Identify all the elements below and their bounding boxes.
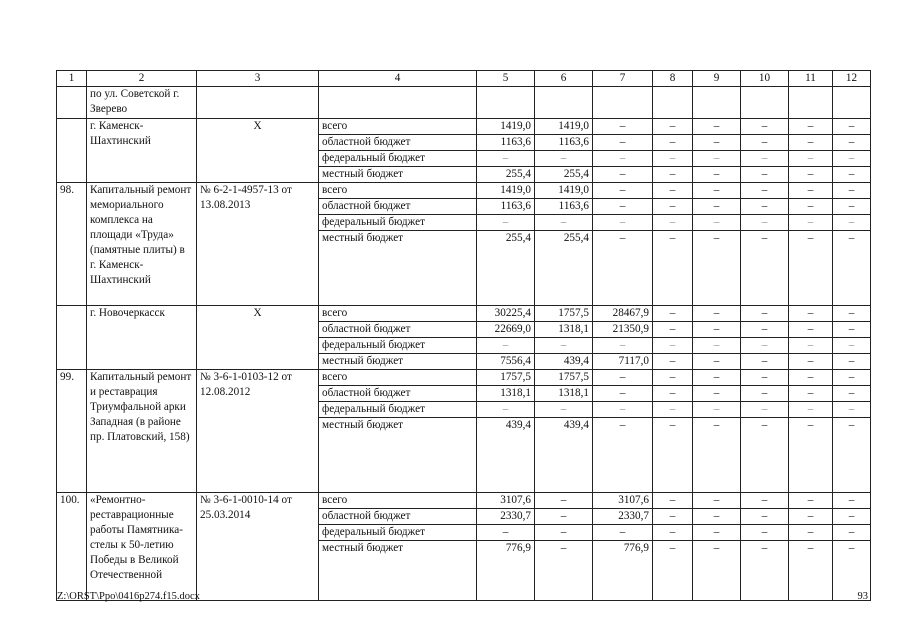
table-row bbox=[57, 493, 871, 509]
value-cell: – bbox=[789, 525, 833, 541]
value-cell: – bbox=[653, 338, 693, 354]
value-cell: – bbox=[789, 215, 833, 231]
value-cell: – bbox=[693, 199, 741, 215]
value-cell: 7117,0 bbox=[593, 354, 653, 370]
header-cell: 6 bbox=[535, 71, 593, 87]
funding-source: областной бюджет bbox=[319, 509, 477, 525]
object-name: г. Новочеркасск bbox=[87, 306, 197, 370]
value-cell: – bbox=[693, 135, 741, 151]
value-cell: – bbox=[693, 231, 741, 306]
value-cell: – bbox=[653, 306, 693, 322]
funding-source: федеральный бюджет bbox=[319, 338, 477, 354]
value-cell: – bbox=[833, 119, 871, 135]
value-cell: – bbox=[593, 119, 653, 135]
value-cell: – bbox=[653, 151, 693, 167]
value-cell: – bbox=[653, 167, 693, 183]
value-cell: 2330,7 bbox=[477, 509, 535, 525]
value-cell: – bbox=[653, 386, 693, 402]
funding-source: всего bbox=[319, 370, 477, 386]
value-cell: – bbox=[741, 338, 789, 354]
value-cell: – bbox=[741, 386, 789, 402]
value-cell: – bbox=[833, 306, 871, 322]
value-cell: – bbox=[741, 541, 789, 601]
value-cell: – bbox=[693, 306, 741, 322]
value-cell: – bbox=[833, 509, 871, 525]
header-cell: 8 bbox=[653, 71, 693, 87]
value-cell: 2330,7 bbox=[593, 509, 653, 525]
value-cell: 21350,9 bbox=[593, 322, 653, 338]
value-cell: – bbox=[593, 183, 653, 199]
value-cell: – bbox=[741, 402, 789, 418]
value-cell: – bbox=[693, 386, 741, 402]
value-cell: – bbox=[789, 119, 833, 135]
value-cell: – bbox=[789, 167, 833, 183]
table-row bbox=[57, 87, 871, 119]
table-row bbox=[57, 370, 871, 386]
value-cell: 22669,0 bbox=[477, 322, 535, 338]
document-ref: № 3-6-1-0103-12 от 12.08.2012 bbox=[197, 370, 319, 493]
value-cell: 255,4 bbox=[477, 167, 535, 183]
value-cell: 255,4 bbox=[535, 167, 593, 183]
object-name: г. Каменск-Шахтинский bbox=[87, 119, 197, 183]
value-cell: – bbox=[535, 338, 593, 354]
header-cell: 11 bbox=[789, 71, 833, 87]
value-cell: – bbox=[593, 525, 653, 541]
value-cell: – bbox=[653, 183, 693, 199]
value-cell: – bbox=[653, 402, 693, 418]
value-cell: – bbox=[741, 231, 789, 306]
page-number: 93 bbox=[857, 591, 868, 602]
value-cell: – bbox=[741, 119, 789, 135]
value-cell: 7556,4 bbox=[477, 354, 535, 370]
value-cell: – bbox=[653, 525, 693, 541]
value-cell: – bbox=[833, 215, 871, 231]
value-cell: – bbox=[741, 306, 789, 322]
value-cell: – bbox=[593, 386, 653, 402]
value-cell: – bbox=[741, 418, 789, 493]
value-cell: – bbox=[789, 418, 833, 493]
header-cell: 10 bbox=[741, 71, 789, 87]
funding-source: местный бюджет bbox=[319, 354, 477, 370]
value-cell: – bbox=[789, 509, 833, 525]
value-cell: 1757,5 bbox=[535, 370, 593, 386]
value-cell: 439,4 bbox=[535, 354, 593, 370]
value-cell: 1419,0 bbox=[535, 119, 593, 135]
header-cell: 4 bbox=[319, 71, 477, 87]
value-cell: – bbox=[653, 541, 693, 601]
value-cell: 1163,6 bbox=[535, 199, 593, 215]
value-cell: – bbox=[693, 541, 741, 601]
item-number: 99. bbox=[57, 370, 87, 493]
value-cell: 1419,0 bbox=[477, 183, 535, 199]
value-cell: – bbox=[693, 215, 741, 231]
value-cell: – bbox=[833, 231, 871, 306]
value-cell: – bbox=[833, 525, 871, 541]
value-cell: – bbox=[789, 541, 833, 601]
value-cell: – bbox=[693, 418, 741, 493]
value-cell: 776,9 bbox=[593, 541, 653, 601]
value-cell: – bbox=[477, 338, 535, 354]
document-ref: № 3-6-1-0010-14 от 25.03.2014 bbox=[197, 493, 319, 601]
value-cell: – bbox=[477, 151, 535, 167]
value-cell: – bbox=[789, 386, 833, 402]
value-cell: – bbox=[789, 306, 833, 322]
value-cell: 3107,6 bbox=[593, 493, 653, 509]
value-cell: – bbox=[789, 402, 833, 418]
value-cell: 30225,4 bbox=[477, 306, 535, 322]
value-cell: – bbox=[535, 402, 593, 418]
value-cell: – bbox=[653, 215, 693, 231]
funding-source: федеральный бюджет bbox=[319, 402, 477, 418]
value-cell: – bbox=[693, 151, 741, 167]
value-cell: – bbox=[789, 231, 833, 306]
header-cell: 12 bbox=[833, 71, 871, 87]
funding-source: местный бюджет bbox=[319, 418, 477, 493]
budget-table bbox=[56, 70, 871, 601]
value-cell: – bbox=[693, 167, 741, 183]
funding-source: всего bbox=[319, 306, 477, 322]
value-cell: – bbox=[789, 338, 833, 354]
value-cell: – bbox=[833, 386, 871, 402]
value-cell: – bbox=[653, 199, 693, 215]
value-cell: – bbox=[653, 370, 693, 386]
value-cell: 28467,9 bbox=[593, 306, 653, 322]
funding-source: федеральный бюджет bbox=[319, 151, 477, 167]
header-cell: 2 bbox=[87, 71, 197, 87]
value-cell: – bbox=[653, 493, 693, 509]
value-cell: – bbox=[477, 402, 535, 418]
value-cell: – bbox=[741, 509, 789, 525]
table-row bbox=[57, 119, 871, 135]
value-cell: – bbox=[593, 231, 653, 306]
value-cell: – bbox=[535, 525, 593, 541]
object-name: Капитальный ремонт мемориального комплекса на площади «Труда» (памятные плиты) в г. Каменск-Шахтинский bbox=[87, 183, 197, 306]
value-cell: 1318,1 bbox=[477, 386, 535, 402]
value-cell: – bbox=[693, 402, 741, 418]
value-cell: – bbox=[535, 151, 593, 167]
table-row bbox=[57, 183, 871, 199]
funding-source: областной бюджет bbox=[319, 135, 477, 151]
value-cell: 1163,6 bbox=[477, 135, 535, 151]
item-number: 98. bbox=[57, 183, 87, 306]
value-cell: – bbox=[653, 231, 693, 306]
value-cell: – bbox=[789, 199, 833, 215]
object-name: «Ремонтно-реставрационные работы Памятника-стелы к 50-летию Победы в Великой Отечественной bbox=[87, 493, 197, 601]
value-cell: – bbox=[535, 509, 593, 525]
value-cell: – bbox=[593, 215, 653, 231]
value-cell: – bbox=[833, 151, 871, 167]
value-cell: 439,4 bbox=[535, 418, 593, 493]
value-cell: – bbox=[741, 370, 789, 386]
value-cell: – bbox=[833, 199, 871, 215]
value-cell: – bbox=[477, 525, 535, 541]
value-cell: – bbox=[833, 354, 871, 370]
header-cell: 9 bbox=[693, 71, 741, 87]
value-cell: – bbox=[653, 418, 693, 493]
value-cell: – bbox=[693, 354, 741, 370]
value-cell: – bbox=[593, 402, 653, 418]
value-cell: 255,4 bbox=[477, 231, 535, 306]
value-cell: – bbox=[693, 509, 741, 525]
value-cell: – bbox=[535, 541, 593, 601]
value-cell: – bbox=[833, 183, 871, 199]
value-cell: – bbox=[789, 354, 833, 370]
value-cell: – bbox=[593, 199, 653, 215]
value-cell: – bbox=[741, 183, 789, 199]
value-cell: 1318,1 bbox=[535, 386, 593, 402]
value-cell: – bbox=[741, 493, 789, 509]
value-cell: – bbox=[593, 167, 653, 183]
value-cell: – bbox=[653, 354, 693, 370]
value-cell: – bbox=[741, 525, 789, 541]
value-cell: – bbox=[741, 151, 789, 167]
funding-source: местный бюджет bbox=[319, 541, 477, 601]
value-cell: – bbox=[593, 418, 653, 493]
document-ref: X bbox=[197, 306, 319, 370]
value-cell: – bbox=[535, 493, 593, 509]
funding-source: всего bbox=[319, 493, 477, 509]
funding-source: областной бюджет bbox=[319, 386, 477, 402]
value-cell: – bbox=[833, 541, 871, 601]
funding-source: федеральный бюджет bbox=[319, 215, 477, 231]
value-cell: – bbox=[653, 322, 693, 338]
object-name: по ул. Советской г. Зверево bbox=[87, 87, 197, 119]
funding-source: областной бюджет bbox=[319, 322, 477, 338]
value-cell: 1757,5 bbox=[477, 370, 535, 386]
value-cell: – bbox=[693, 322, 741, 338]
value-cell: – bbox=[833, 338, 871, 354]
value-cell: – bbox=[477, 215, 535, 231]
header-cell: 3 bbox=[197, 71, 319, 87]
funding-source: всего bbox=[319, 119, 477, 135]
value-cell: – bbox=[833, 370, 871, 386]
value-cell: – bbox=[653, 135, 693, 151]
value-cell: 255,4 bbox=[535, 231, 593, 306]
value-cell: 1419,0 bbox=[535, 183, 593, 199]
value-cell: – bbox=[833, 402, 871, 418]
table-row bbox=[57, 306, 871, 322]
value-cell: – bbox=[789, 151, 833, 167]
header-cell: 5 bbox=[477, 71, 535, 87]
value-cell: – bbox=[593, 370, 653, 386]
header-cell: 1 bbox=[57, 71, 87, 87]
value-cell: – bbox=[789, 183, 833, 199]
value-cell: – bbox=[693, 183, 741, 199]
value-cell: 1163,6 bbox=[535, 135, 593, 151]
value-cell: – bbox=[593, 151, 653, 167]
value-cell: – bbox=[789, 370, 833, 386]
value-cell: 776,9 bbox=[477, 541, 535, 601]
value-cell: – bbox=[535, 215, 593, 231]
value-cell: – bbox=[833, 322, 871, 338]
funding-source: местный бюджет bbox=[319, 167, 477, 183]
value-cell: 439,4 bbox=[477, 418, 535, 493]
funding-source: федеральный бюджет bbox=[319, 525, 477, 541]
file-path: Z:\ORST\Ppo\0416p274.f15.docx bbox=[57, 591, 200, 602]
header-cell: 7 bbox=[593, 71, 653, 87]
object-name: Капитальный ремонт и реставрация Триумфальной арки Западная (в районе пр. Платовский, 158) bbox=[87, 370, 197, 493]
value-cell: – bbox=[653, 509, 693, 525]
value-cell: – bbox=[741, 199, 789, 215]
value-cell: – bbox=[833, 167, 871, 183]
value-cell: – bbox=[741, 322, 789, 338]
funding-source: всего bbox=[319, 183, 477, 199]
value-cell: – bbox=[833, 418, 871, 493]
value-cell: – bbox=[741, 135, 789, 151]
funding-source: местный бюджет bbox=[319, 231, 477, 306]
value-cell: – bbox=[789, 493, 833, 509]
value-cell: 3107,6 bbox=[477, 493, 535, 509]
value-cell: – bbox=[789, 135, 833, 151]
value-cell: 1163,6 bbox=[477, 199, 535, 215]
value-cell: – bbox=[741, 167, 789, 183]
item-number: 100. bbox=[57, 493, 87, 601]
value-cell: – bbox=[789, 322, 833, 338]
value-cell: – bbox=[833, 135, 871, 151]
value-cell: – bbox=[593, 135, 653, 151]
value-cell: – bbox=[833, 493, 871, 509]
funding-source: областной бюджет bbox=[319, 199, 477, 215]
document-ref: X bbox=[197, 119, 319, 183]
value-cell: 1757,5 bbox=[535, 306, 593, 322]
value-cell: – bbox=[741, 215, 789, 231]
value-cell: – bbox=[693, 525, 741, 541]
value-cell: – bbox=[593, 338, 653, 354]
value-cell: – bbox=[741, 354, 789, 370]
document-ref: № 6-2-1-4957-13 от 13.08.2013 bbox=[197, 183, 319, 306]
value-cell: – bbox=[693, 338, 741, 354]
value-cell: – bbox=[693, 119, 741, 135]
value-cell: – bbox=[653, 119, 693, 135]
value-cell: 1419,0 bbox=[477, 119, 535, 135]
value-cell: – bbox=[693, 370, 741, 386]
value-cell: 1318,1 bbox=[535, 322, 593, 338]
header-row bbox=[57, 71, 871, 87]
value-cell: – bbox=[693, 493, 741, 509]
